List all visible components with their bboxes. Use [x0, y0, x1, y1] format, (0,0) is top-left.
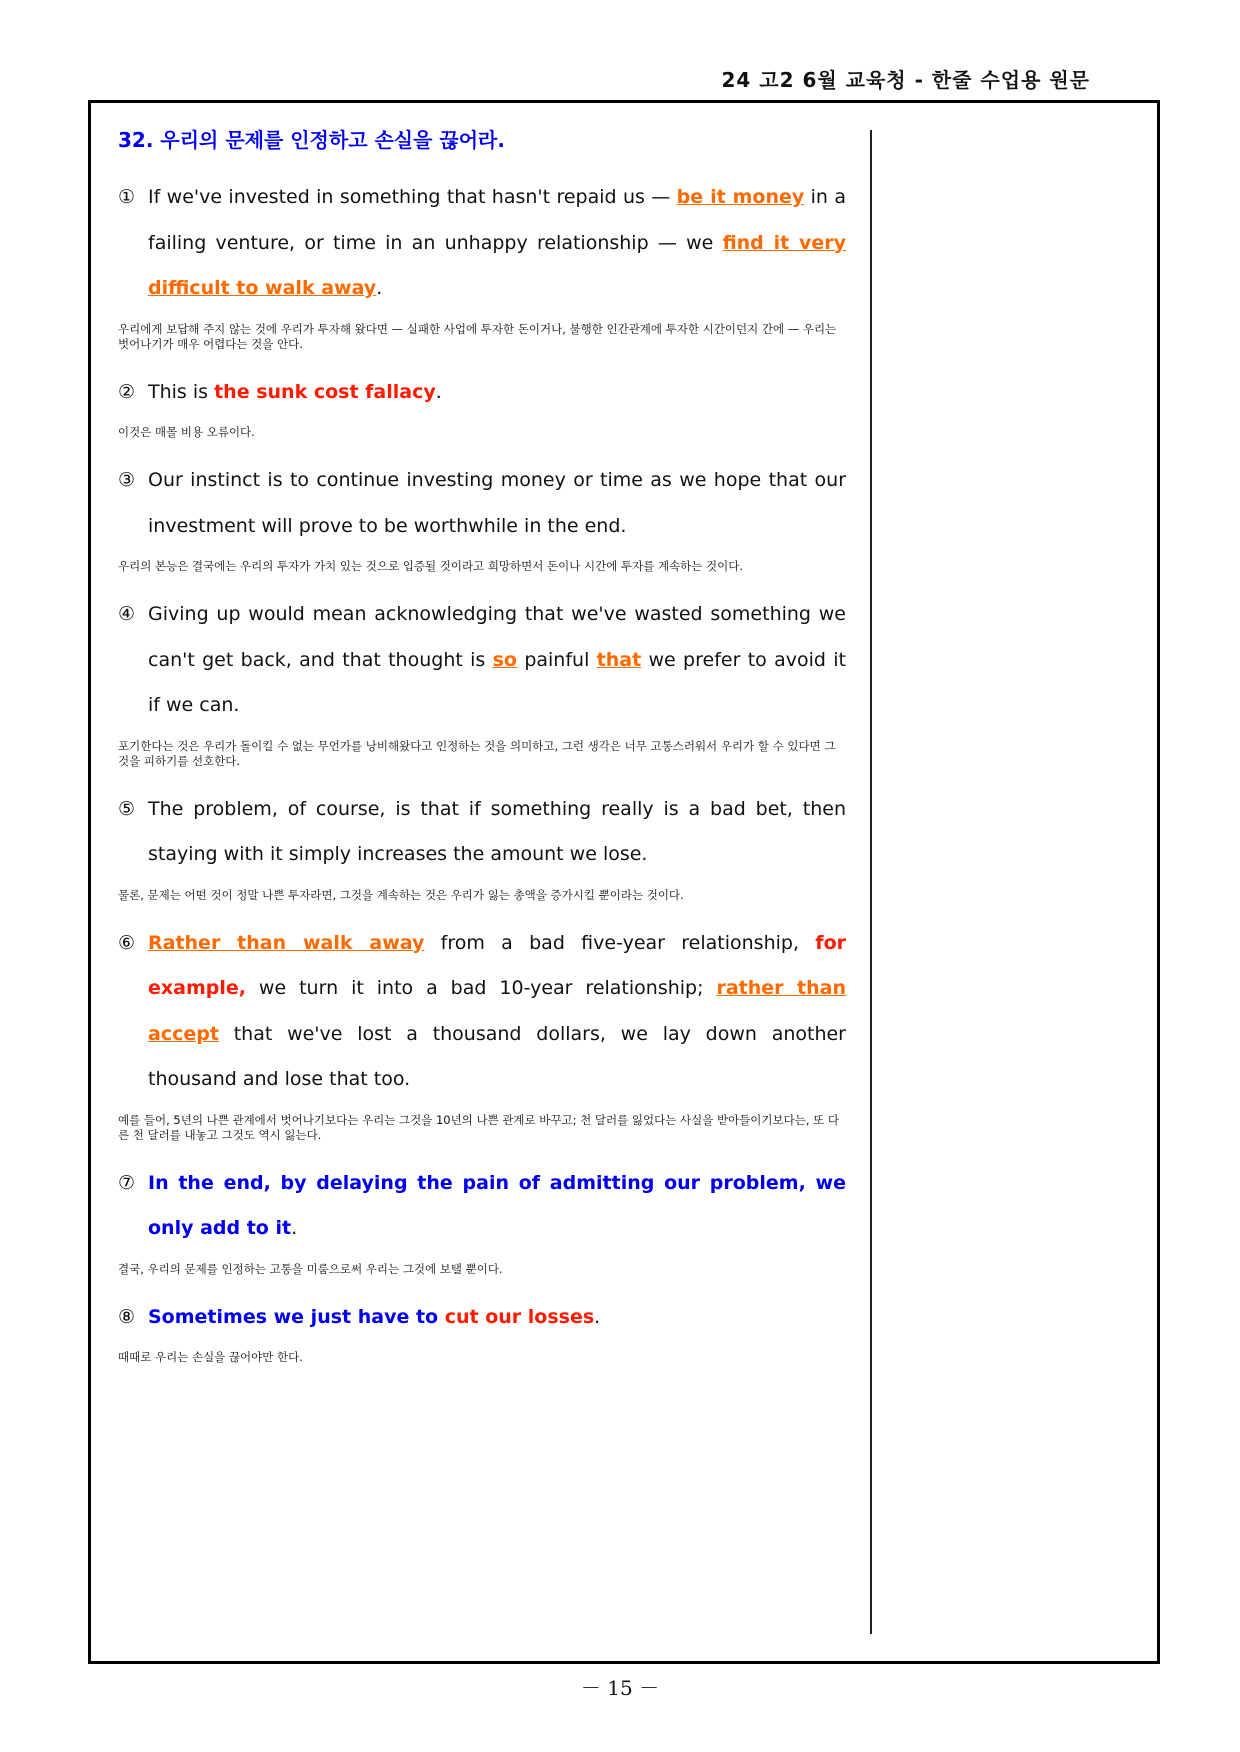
korean-translation: 우리에게 보답해 주지 않는 것에 우리가 투자해 왔다면 — 실패한 사업에 투자한 돈이거나, 불행한 인간관계에 투자한 시간이던지 간에 — 우리는 벗어나기가 매우 어렵다는 것을 안다.: [118, 321, 837, 351]
sentence-number: ②: [118, 380, 136, 403]
korean-translation: 우리의 본능은 결국에는 우리의 투자가 가치 있는 것으로 입증될 것이라고 희망하면서 돈이나 시간에 투자를 계속하는 것이다.: [118, 559, 744, 573]
sentence-number: ③: [118, 469, 136, 491]
korean-translation: 때때로 우리는 손실을 끊어야만 한다.: [118, 1350, 303, 1364]
sentence-text: .: [435, 380, 442, 403]
sentence-8: [118, 1295, 846, 1341]
sentence-number: ⑥: [118, 931, 136, 954]
sentence-1: [118, 175, 846, 312]
highlight-phrase: that: [596, 648, 642, 671]
korean-translation: 예를 들어, 5년의 나쁜 관계에서 벗어나기보다는 우리는 그것을 10년의 나쁜 관계로 바꾸고; 천 달러를 잃었다는 사실을 받아들이기보다는, 또 다른 천 달러를 내놓고 그것도 역시 잃는다.: [118, 1112, 840, 1142]
sentence-number: ①: [118, 186, 136, 208]
sentence-number: ⑤: [118, 797, 136, 820]
korean-translation: 물론, 문제는 어떤 것이 정말 나쁜 투자라면, 그것을 계속하는 것은 우리가 잃는 총액을 증가시킬 뿐이라는 것이다.: [118, 887, 684, 902]
sentence-text: from a bad five-year relationship,: [424, 931, 816, 954]
sentence-text: .: [291, 1217, 298, 1239]
column-divider: [870, 130, 872, 1634]
sentence-text: that we've lost a thousand dollars, we lay down another thousand and lose that too.: [148, 1022, 846, 1090]
sentence-text: .: [594, 1305, 601, 1328]
sentence-text: painful: [517, 648, 597, 671]
key-term: the sunk cost fallacy: [214, 380, 436, 403]
sentence-6: [118, 921, 846, 1103]
sentence-3: [118, 458, 846, 549]
highlight-phrase: rather than accept: [148, 977, 846, 1045]
sentence-4: [118, 592, 846, 729]
highlight-phrase: be it money: [676, 186, 805, 208]
sentence-number: ⑧: [118, 1305, 136, 1328]
highlight-phrase: so: [492, 648, 517, 671]
passage-title: 32. 우리의 문제를 인정하고 손실을 끊어라.: [118, 128, 505, 152]
key-term: cut our losses: [444, 1305, 595, 1328]
topic-sentence: In the end, by delaying the pain of admitting our problem, we only add to it: [148, 1171, 846, 1239]
sentence-text: .: [376, 277, 383, 299]
sentence-5: [118, 787, 846, 878]
highlight-phrase: find it very difficult to walk away: [148, 231, 847, 299]
sentence-2: [118, 370, 846, 416]
korean-translation: 이것은 매몰 비용 오류이다.: [118, 425, 255, 439]
korean-translation: 포기한다는 것은 우리가 돌이킬 수 없는 무언가를 낭비해왔다고 인정하는 것을 의미하고, 그런 생각은 너무 고통스러워서 우리가 할 수 있다면 그것을 피하기를 선호한다.: [118, 738, 836, 768]
sentence-number: ⑦: [118, 1171, 136, 1194]
main-content: [118, 124, 846, 1383]
topic-sentence: Sometimes we just have to: [148, 1305, 445, 1328]
document-header: 24 고2 6월 교육청 - 한줄 수업용 원문: [721, 68, 1090, 92]
sentence-text: If we've invested in something that hasn't repaid us —: [148, 186, 677, 208]
sentence-text: Giving up would mean acknowledging that we've wasted something we can't get back, and that thought is: [148, 603, 846, 671]
korean-translation: 결국, 우리의 문제를 인정하는 고통을 미룸으로써 우리는 그것에 보탤 뿐이다.: [118, 1261, 503, 1276]
key-term: for example,: [148, 931, 846, 999]
sentence-text: The problem, of course, is that if something really is a bad bet, then staying with it simply increases the amount we lose.: [148, 797, 846, 865]
sentence-text: in a failing venture, or time in an unhappy relationship — we: [148, 186, 846, 254]
sentence-text: Our instinct is to continue investing money or time as we hope that our investment will prove to be worthwhile in the end.: [148, 469, 846, 537]
sentence-text: we turn it into a bad 10-year relationship;: [245, 977, 717, 999]
sentence-number: ④: [118, 603, 136, 625]
sentence-text: we prefer to avoid it if we can.: [148, 648, 846, 716]
page-number: － 15 －: [580, 1676, 660, 1700]
highlight-phrase: Rather than walk away: [148, 931, 425, 954]
sentence-text: This is: [148, 380, 215, 403]
sentence-7: [118, 1161, 846, 1252]
